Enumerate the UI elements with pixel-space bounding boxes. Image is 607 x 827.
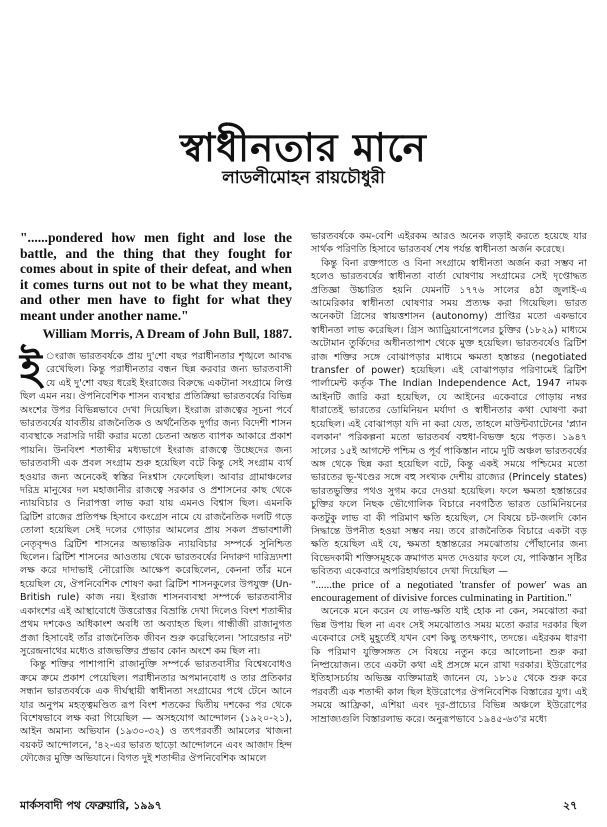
article-author: লাডলীমোহন রায়চৌধুরী: [222, 168, 385, 188]
inline-quote: "......the price of a negotiated 'transfer of power' was an encouragement of divisive forces culminating in Partition.": [311, 578, 587, 604]
right-column: [311, 230, 587, 726]
left-paragraph-1-text: ংরাজ ভারতবর্ষকে প্রায় দু'শো বছর পরাধীনতার শৃঙ্খলে আবদ্ধ রেখেছিল। কিন্তু পরাধীনতার বন্ধন ছিন্ন করবার জন্য ভারতবাসী যে এই দু'শো বছর ধরেই ইংরাজের বিরুদ্ধে একটানা সংগ্রামে লিপ্ত ছিল এমন নয়। ঔপনিবেশিক শাসন ব্যবস্থার প্রতিক্রিয়া ভারতবর্ষের বিভিন্ন অংশের উপর বিভিন্নভাবে দেখা দিয়েছিল। ইংরাজ রাজত্বের সূচনা পর্বে ভারতবর্ষের যাবতীয় রাজনৈতিক ও অর্থনৈতিক দুর্গার জন্য বিদেশী শাসন ব্যবস্থাকে সরাসরি দায়ী করার মতো চেতনা অন্তত ব্যাপক আকারে প্রকাশ পায়নি। উনবিংশ শতাব্দীর মধ্যভাগে ইংরাজ রাজত্বে উচ্ছেদের জন্য ভারতবাসী এক প্রবল সংগ্রাম শুরু হয়েছিল বটে কিন্তু সেই সংগ্রাম ব্যর্থ হওয়ার জন্য অনেকেই স্বস্তির নিঃশ্বাস ফেলেছিল। আবার গ্রামাঞ্চলের দরিদ্র মানুষের দল মহাজানীর রাজত্বে সরকার ও প্রশাসনের কাছ থেকে ন্যায়বিচার ও নিরাপত্তা লাভ করা যায় এমনও বিশ্বাস ছিল। এমনকি ব্রিটিশ রাজের প্রতিপক্ষ হিসাবে কংগ্রেস নামে যে রাজনৈতিক দলটি গড়ে তোলা হয়েছিল সেই দলের গোড়ার আমলের প্রায় সকল প্রভাবশালী নেতৃবৃন্দও ব্রিটিশ শাসনের অভ্যন্তরিক ন্যায়বিচার সম্পর্কে সুনিশ্চিত ছিলেন। ব্রিটিশ শাসনের আওতায় থেকে ভারতবর্ষের নিদারুণ দারিদ্র্যদশা লক্ষ করে দাদাভাই নৌরোজি আক্ষেপ করেছিলেন, কেননা তাঁর মনে হয়েছিল যে, ঔপনিবেশিক শোষণ করা ব্রিটিশ শাসনকুলের উপযুক্ত (Un-British rule) কাজ নয়। ইংরাজ শাসনব্যবস্থা সম্পর্কে ভারতবাসীর একাংশের এই আস্থাবোধে উত্তরোত্তর বিভ্রান্তি দেখা দিলেও বিংশ শতাব্দীর প্রথম দশকেও অধিকাংশ অবধি তা অব্যাহত ছিল। গান্ধীজী রাজানুগত প্রজা হিসাবেই তাঁর রাজনৈতিক জীবন শুরু করেছিলেন। 'সারেন্ডার নট' সুরেন্দ্রনাথের মধ্যেও রাজভক্তির প্রভাব কোন অংশে কম ছিল না।: [20, 350, 292, 657]
epigraph-quote: "......pondered how men fight and lose the battle, and the thing that they fought for comes about in spite of their defeat, and when it comes turns out not to be what they meant, and other men have to fight for what they meant under another name.": [20, 230, 292, 323]
right-paragraph-1: ভারতবর্ষকে কম-বেশি এইরকম আরও অনেক লড়াই করতে হয়েছে যার সার্থক পরিণতি হিসাবে ভারতবর্ষ শেষ পর্যন্ত স্বাধীনতা অর্জন করেছে।: [311, 231, 587, 256]
footer-publication: মার্কসবাদী পথ ফেব্রুয়ারি, ১৯৯৭: [20, 799, 162, 812]
left-column: [20, 230, 292, 766]
left-paragraph-2: কিন্তু শক্তির পাশাপাশি রাজানুক্তি সম্পর্কে ভারতবাসীর বিশ্বেষবোধও ক্রমে ক্রমে প্রকাশ পেয়েছিল। পরাধীনতার অপমানবোধ ও তার প্রতিকার সন্ধান ভারতবর্ষকে এক দীর্ঘস্থায়ী স্বাধীনতা সংগ্রামের পথে টেনে আনে যার অনুপম মহত্ত্বমণ্ডিত রূপ বিংশ শতকের দ্বিতীয় দশকের পর থেকে বিশেষভাবে লক্ষ করা গিয়েছিল — অসহযোগ আন্দোলন (১৯২০-২১), আইন অমান্য অভিযান (১৯৩০-৩২) ও তৎপরবর্তী আমলের খাজনা বয়কট আন্দোলনে, '৪২-এর ভারত ছাড়ো আন্দোলনে এবং আজাদ হিন্দ ফৌজের মুক্তি অভিযানে। বিগত দুই শতাব্দীর ঔপনিবেশিক আমলে: [20, 659, 292, 765]
epigraph-source: William Morris, A Dream of John Bull, 1887.: [42, 325, 292, 341]
left-paragraph-1: [20, 343, 292, 658]
article-title: স্বাধীনতার মানে: [180, 126, 427, 171]
page-number: ২৭: [563, 799, 578, 812]
drop-cap: ই: [20, 343, 42, 393]
right-paragraph-2: কিন্তু বিনা রক্তপাতে ও বিনা সংগ্রামে স্বাধীনতা অর্জন করা সম্ভব না হলেও ভারতবর্ষের স্বাধীনতা বার্তা ঘোষণায় সংগ্রামের সেই দৃপ্তোদ্ধত প্রতিজ্ঞা উচ্চারিত হয়নি যেমনটি ১৭৭৬ সালের ৪ঠা জুলাই-এ আমেরিকার স্বাধীনতা ঘোষণার সময় প্রত্যক্ষ করা গিয়েছিল। ভারত অনেকটা গ্রিসের স্বায়ত্তশাসন (autonomy) প্রাপ্তির মতো একভাবে স্বাধীনতা লাভ করেছিল। গ্রিস অ্যাড্রিয়ানোপলের চুক্তির (১৮২৯) মাধ্যমে অটোমান তুর্কিদের অধীনতাপাশ থেকে মুক্ত হয়েছিল। ভারতবর্ষেও ব্রিটিশ রাজ শক্তির সঙ্গে বোঝাপড়ার মাধ্যমে ক্ষমতা হস্তান্তর (negotiated transfer of power) হয়েছিল। এই বোঝাপড়ার পরিণামেই ব্রিটিশ পার্লামেন্ট কর্তৃক The Indian Independence Act, 1947 নামক আইনটি জারি করা হয়েছিল, যে আইনের একেবারে গোড়ায় নম্বর ধারাতেই ভারতের ডোমিনিয়ন মর্যাদা ও স্বাধীনতার কথা ঘোষণা করা হয়েছিল। এই বোঝাপড়া যদি না করা যেত, তাহলে মাউন্টব্যাটেনের 'প্ল্যান বলকান' পরিকল্পনা মতো ভারতবর্ষ বহুধা-বিভক্ত হয়ে পড়ত। ১৯৪৭ সালের ১৫ই আগস্টে পশ্চিম ও পূর্ব পাকিস্তান নামে দুটি অঞ্চল ভারতবর্ষের অঙ্গ থেকে ছিন্ন করা হয়েছিল বটে, কিন্তু একই সময়ে পশ্চিমের মতো ভারতের ভূ-খণ্ডের সঙ্গে বহু সংখ্যক দেশীয় রাজ্যের (Princely states) ভারতভুক্তির পথও সুগম করে দেওয়া হয়েছিল। ফলে ক্ষমতা হস্তান্তরের চুক্তির ফলে নিছক ভৌগোলিক বিচারে নবগঠিত ভারত ডোমিনিয়নের কতটুকু লাভ বা কী পরিমাণ ক্ষতি হয়েছিল, সে বিষয়ে চট-জলদি কোন সিদ্ধান্তে উপনীত হওয়া সম্ভব নয়। তবে রাজনৈতিক বিচারে একটা বড় ক্ষতি হয়েছিল এই যে, ক্ষমতা হস্তান্তরের সমঝোতায় পৌঁছানোর জন্য বিভেদকামী শক্তিসমূহকে ক্রমাগত মদত দেওয়ার ফলে যে, পাকিস্তান সৃষ্টির ভবিতব্য একেবারে অপরিহার্যভাবে দেখা দিয়েছিল —: [311, 257, 587, 578]
right-paragraph-3: অনেকে মনে করেন যে লাভ-ক্ষতি যাই হোক না কেন, সমঝোতা করা ভিন্ন উপায় ছিল না এবং সেই সমঝোতাও সময় মতো করার দরকার ছিল একেবারে সেই মুহূর্তেই যখন বেশ কিছু তৎক্ষণাৎ, তদন্তে। এইরকম ধারণা কি পরিমাণ যুক্তিসঙ্গত সে বিষয়ে নতুন করে আলোচনা শুরু করা নিষ্প্রয়োজন। তবে একটা কথা এই প্রসঙ্গে মনে রাখা দরকার। ইউরোপের ইতিহাসচর্চায় অভিজ্ঞ ব্যক্তিমাত্রই জানেন যে, ১৮১৫ থেকে শুরু করে পরবর্তী এক শতাব্দী কাল ছিল ইউরোপের ঔপনিবেশিক বিস্তারের যুগ। এই সময়ে আফ্রিকা, এশিয়া এবং দূর-প্রাচ্যের বিভিন্ন অঞ্চলে ইউরোপের সাম্রাজ্যগুলি বিস্তারলাভ করে। অনুরূপভাবে ১৯৪৫-৬৩'র মধ্যে: [311, 606, 587, 725]
